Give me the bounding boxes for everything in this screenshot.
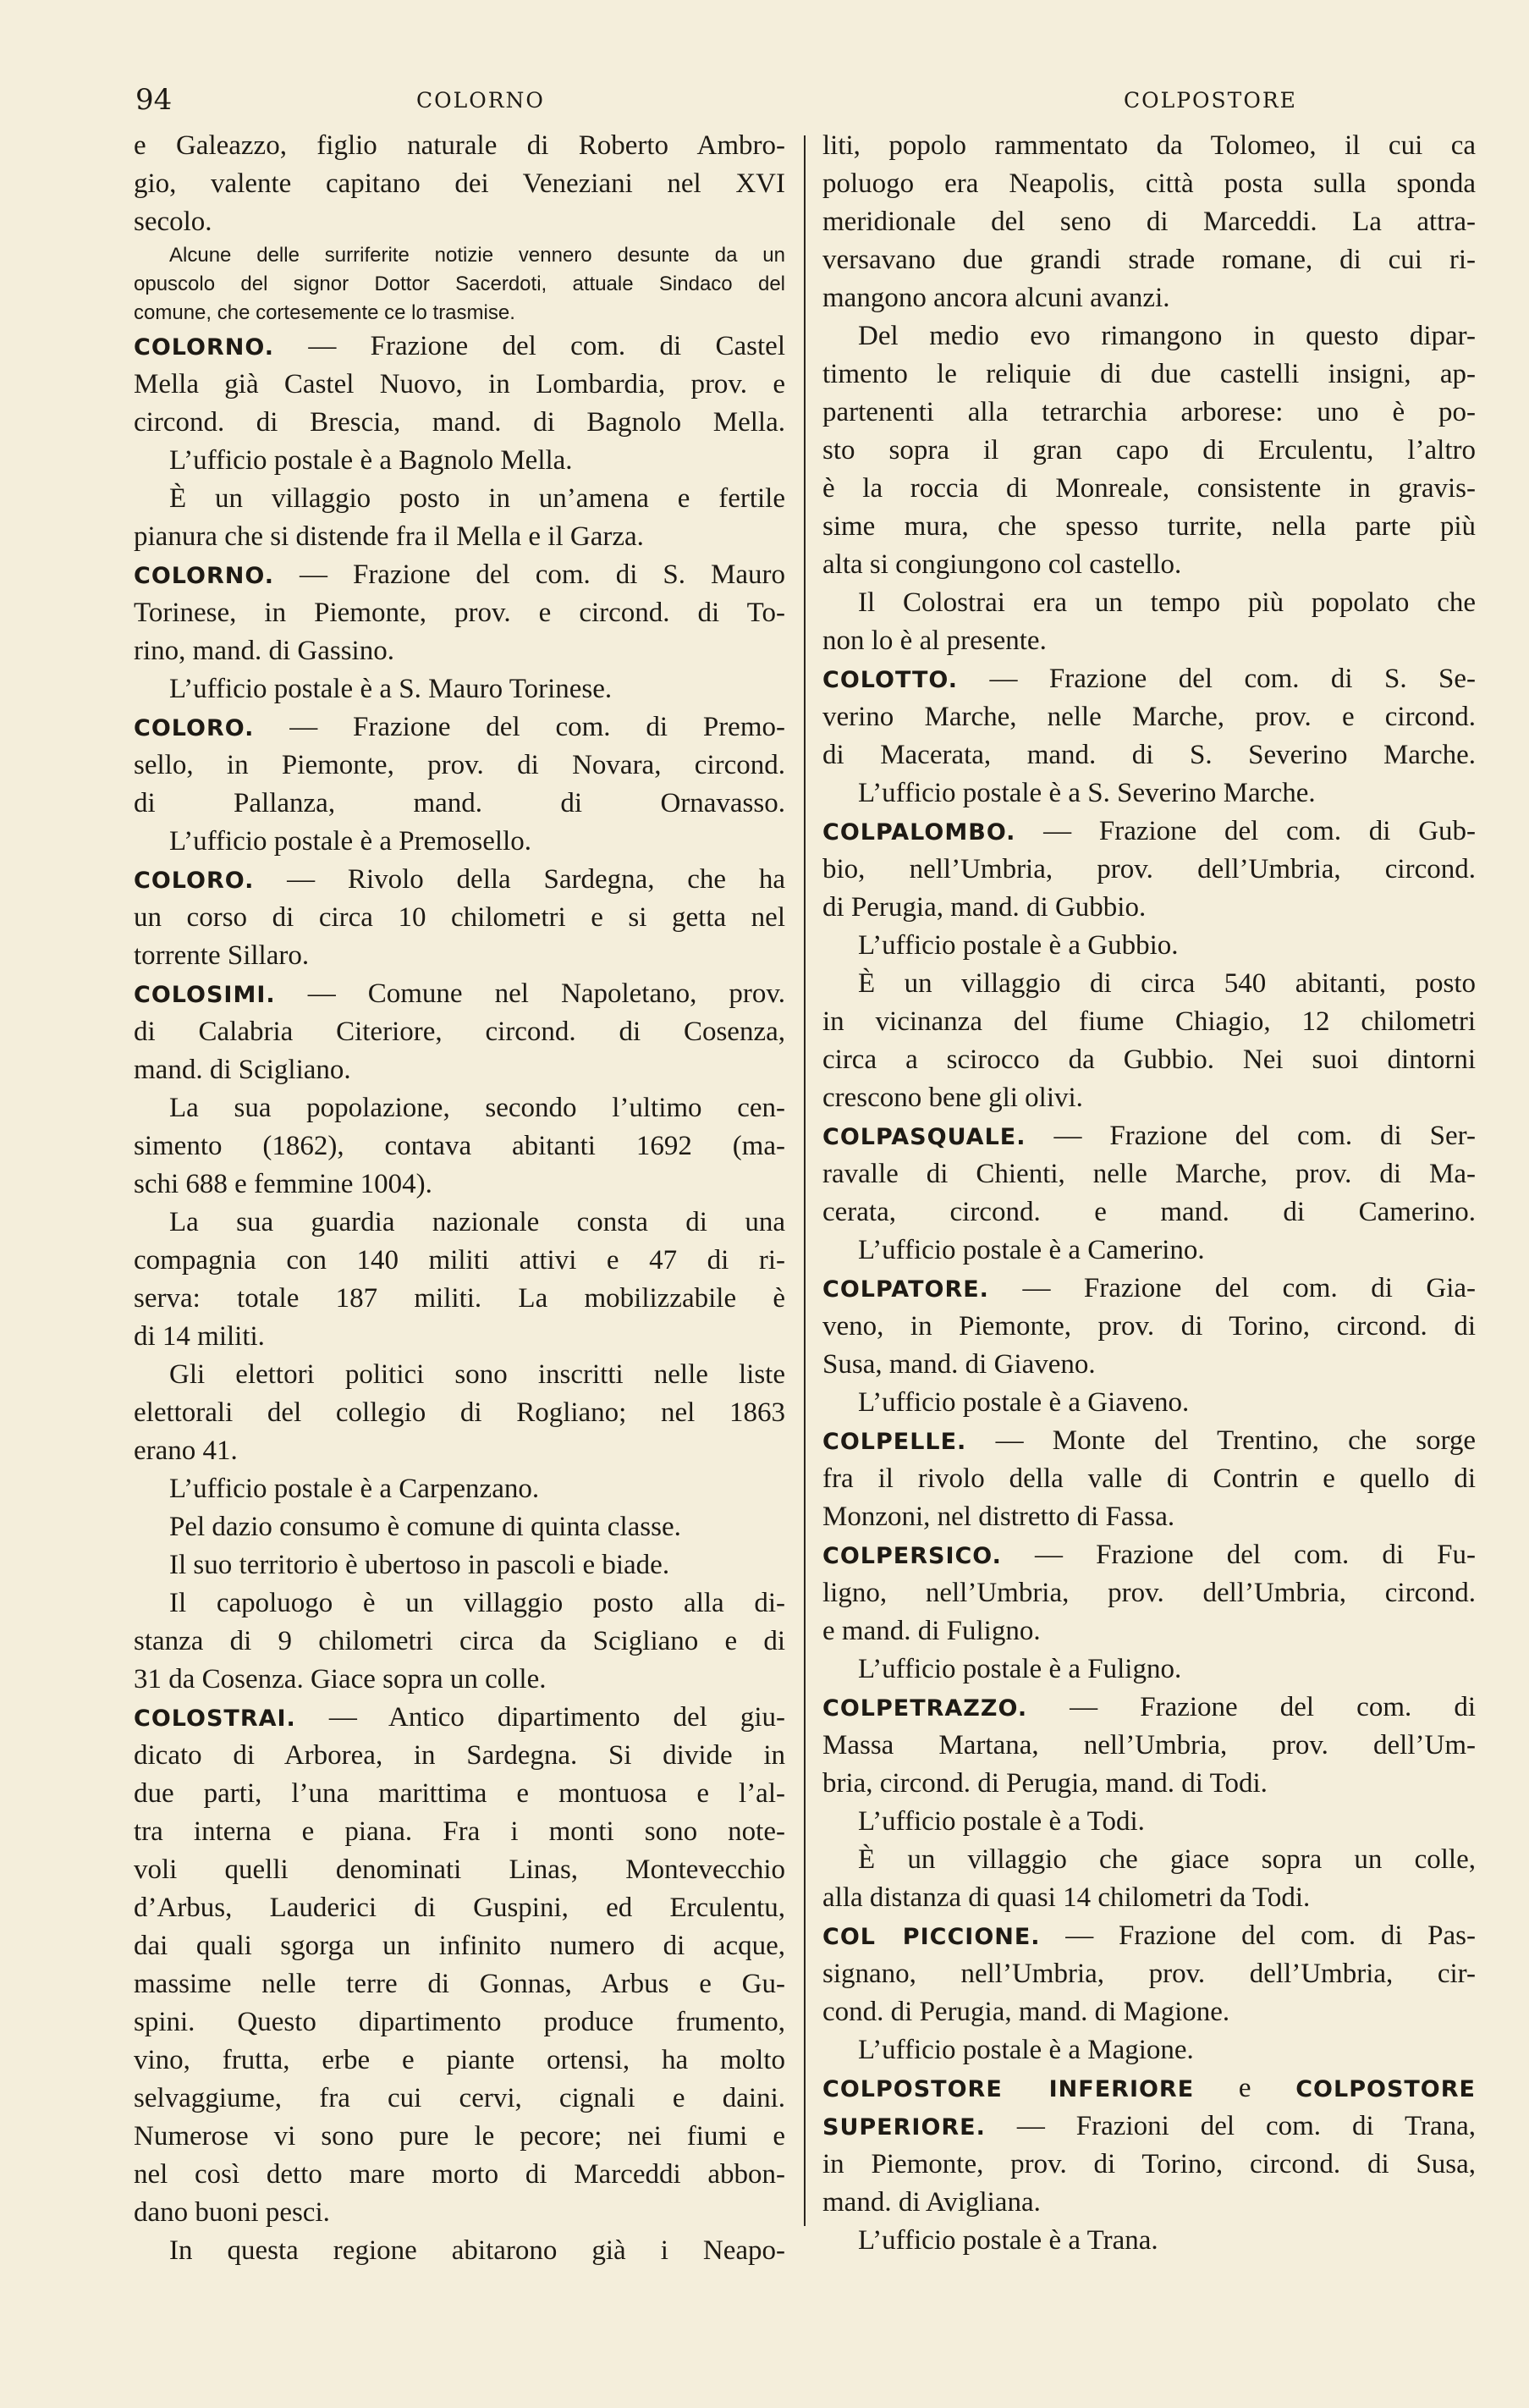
line-text: Il Colostrai era un tempo più popolato che (858, 587, 1476, 618)
text-line (134, 1584, 785, 1623)
text-line (822, 1041, 1476, 1079)
line-text: ravalle di Chienti, nelle Marche, prov. di Ma- (822, 1159, 1476, 1189)
line-text: cond. di Perugia, mand. di Magione. (822, 1997, 1230, 2027)
line-text: — Frazione del com. di Ser- (1053, 1121, 1476, 1151)
text-line (134, 1927, 785, 1965)
line-text: — Frazione del com. di S. Se- (989, 664, 1477, 694)
text-line (822, 470, 1476, 508)
line-text: — Comune nel Napoletano, prov. (307, 978, 785, 1009)
line-text: — Frazione del com. di Gia- (1022, 1273, 1476, 1303)
line-text: Mella già Castel Nuovo, in Lombardia, prov. e (134, 369, 785, 399)
line-text: Massa Martana, nell’Umbria, prov. dell’Um- (822, 1730, 1476, 1761)
line-text: serva: totale 187 militi. La mobilizzabile è (134, 1283, 785, 1314)
line-text: Numerose vi sono pure le pecore; nei fiumi e (134, 2121, 785, 2152)
line-text: L’ufficio postale è a Magione. (858, 2035, 1194, 2065)
text-line (134, 747, 785, 785)
text-line (134, 518, 785, 556)
text-line (134, 1737, 785, 1775)
line-text: Alcune delle surriferite notizie vennero desunte da un (169, 244, 785, 267)
text-line (134, 404, 785, 442)
line-text: schi 688 e femmine 1004). (134, 1169, 432, 1199)
text-line (134, 2194, 785, 2232)
entry-heading-line (822, 1536, 1476, 1574)
line-text: torrente Sillaro. (134, 940, 310, 971)
line-text: voli quelli denominati Linas, Montevecchio (134, 1854, 785, 1885)
text-line (822, 1232, 1476, 1270)
text-line (822, 432, 1476, 470)
entry-headword: COLORNO. (134, 334, 274, 361)
text-line (822, 1841, 1476, 1879)
text-line (822, 698, 1476, 736)
line-text: L’ufficio postale è a Bagnolo Mella. (169, 445, 573, 476)
text-line (822, 1650, 1476, 1689)
line-text: partenenti alla tetrarchia arborese: uno è po- (822, 397, 1476, 427)
line-text: alta si congiungono col castello. (822, 549, 1182, 580)
line-text: È un villaggio di circa 540 abitanti, posto (858, 968, 1476, 999)
entry-heading-line (134, 328, 785, 366)
text-line (822, 1079, 1476, 1117)
text-line (822, 851, 1476, 889)
entry-headword: COLPELLE. (822, 1429, 967, 1455)
line-text: È un villaggio posto in un’amena e fertile (169, 483, 785, 514)
line-text: sto sopra il gran capo di Erculentu, l’altro (822, 435, 1476, 466)
line-text: mand. di Scigliano. (134, 1055, 351, 1085)
text-line (134, 1242, 785, 1280)
text-line (822, 241, 1476, 279)
entry-heading-line (822, 1689, 1476, 1727)
line-text: massime nelle terre di Gonnas, Arbus e Gu- (134, 1969, 785, 1999)
text-line (822, 927, 1476, 965)
line-text: La sua popolazione, secondo l’ultimo cen- (169, 1093, 785, 1123)
line-text: poluogo era Neapolis, città posta sulla sponda (822, 168, 1476, 199)
text-line (822, 1346, 1476, 1384)
text-line (134, 442, 785, 480)
line-text: vino, frutta, erbe e piante ortensi, ha molto (134, 2045, 785, 2075)
text-line (134, 1013, 785, 1051)
text-line (822, 774, 1476, 813)
column-divider (804, 135, 806, 2226)
line-text: mangono ancora alcuni avanzi. (822, 283, 1170, 313)
line-text: di Macerata, mand. di S. Severino Marche. (822, 740, 1476, 770)
line-text: L’ufficio postale è a Trana. (858, 2225, 1158, 2256)
line-text: dano buoni pesci. (134, 2197, 330, 2228)
line-text: Il suo territorio è ubertoso in pascoli e biade. (169, 1550, 670, 1580)
entry-headword: COLPOSTORE INFERIORE (822, 2076, 1195, 2102)
entry-heading-line (134, 861, 785, 899)
line-text: secolo. (134, 207, 212, 237)
text-line (822, 1460, 1476, 1498)
line-text: Del medio evo rimangono in questo dipar- (858, 321, 1476, 351)
text-line (822, 317, 1476, 355)
entry-headword: COLPOSTORE (1295, 2076, 1476, 2102)
line-text: Monzoni, nel distretto di Fassa. (822, 1502, 1175, 1532)
line-text: — Frazione del com. di Gub- (1043, 816, 1477, 846)
entry-headword: COLOSTRAI. (134, 1705, 296, 1732)
line-text: — Frazioni del com. di Trana, (1016, 2111, 1477, 2141)
left-text-column (134, 127, 785, 2270)
line-text: crescono bene gli olivi. (822, 1083, 1083, 1113)
line-text: veno, in Piemonte, prov. di Torino, circond. di (822, 1311, 1476, 1342)
line-text: alla distanza di quasi 14 chilometri da Todi. (822, 1882, 1311, 1913)
page-number: 94 (135, 83, 173, 117)
text-line (134, 823, 785, 861)
text-line (822, 127, 1476, 165)
line-text: rino, mand. di Gassino. (134, 636, 394, 666)
line-text: mand. di Avigliana. (822, 2187, 1041, 2218)
footnote-line (134, 241, 785, 270)
line-text: — Frazione del com. di Castel (308, 331, 785, 361)
entry-headword: COLPALOMBO. (822, 819, 1016, 846)
line-text: signano, nell’Umbria, prov. dell’Umbria, cir- (822, 1959, 1476, 1989)
text-line (822, 2184, 1476, 2222)
text-line (134, 1965, 785, 2003)
text-line (134, 1851, 785, 1889)
line-text: dicato di Arborea, in Sardegna. Si divide in (134, 1740, 785, 1771)
text-line (822, 1384, 1476, 1422)
text-line (134, 670, 785, 708)
text-line (822, 1765, 1476, 1803)
line-text: dai quali sgorga un infinito numero di acque, (134, 1931, 785, 1961)
text-line (134, 1432, 785, 1470)
text-line (134, 1546, 785, 1584)
right-text-column (822, 127, 1476, 2260)
line-text: cerata, circond. e mand. di Camerino. (822, 1197, 1476, 1227)
line-text: L’ufficio postale è a S. Severino Marche. (858, 778, 1316, 808)
line-text: selvaggiume, fra cui cervi, cignali e daini. (134, 2083, 785, 2113)
line-text: e (1238, 2073, 1251, 2103)
line-text: e mand. di Fuligno. (822, 1616, 1041, 1646)
line-text: Gli elettori politici sono inscritti nelle liste (169, 1359, 785, 1390)
line-text: pianura che si distende fra il Mella e il Garza. (134, 521, 644, 552)
line-text: — Monte del Trentino, che sorge (995, 1425, 1476, 1456)
line-text: — Rivolo della Sardegna, che ha (287, 864, 786, 895)
line-text: — Frazione del com. di Pas- (1065, 1920, 1477, 1951)
entry-heading-line (822, 813, 1476, 851)
entry-headword: SUPERIORE. (822, 2114, 986, 2141)
line-text: bria, circond. di Perugia, mand. di Todi. (822, 1768, 1268, 1799)
line-text: circond. di Brescia, mand. di Bagnolo Mella. (134, 407, 785, 438)
line-text: di 14 militi. (134, 1321, 265, 1352)
text-line (134, 1051, 785, 1089)
text-line (134, 165, 785, 203)
line-text: due parti, l’una marittima e montuosa e l’al- (134, 1778, 785, 1809)
text-line (134, 2042, 785, 2080)
line-text: L’ufficio postale è a Carpenzano. (169, 1474, 540, 1504)
line-text: di Perugia, mand. di Gubbio. (822, 892, 1147, 923)
text-line (134, 1470, 785, 1508)
text-line (134, 2080, 785, 2118)
text-line (134, 1813, 785, 1851)
entry-heading-line (822, 1270, 1476, 1308)
text-line (134, 1356, 785, 1394)
text-line (822, 279, 1476, 317)
text-line (134, 594, 785, 632)
line-text: versavano due grandi strade romane, di cui ri- (822, 245, 1476, 275)
entry-heading-line (822, 1422, 1476, 1460)
text-line (134, 127, 785, 165)
running-header (135, 83, 1472, 125)
entry-headword: COLORNO. (134, 563, 274, 589)
entry-heading-line (134, 708, 785, 747)
text-line (822, 622, 1476, 660)
text-line (822, 1498, 1476, 1536)
text-line (134, 2156, 785, 2194)
text-line (134, 203, 785, 241)
line-text: opuscolo del signor Dottor Sacerdoti, attuale Sindaco del (134, 273, 785, 295)
text-line (134, 480, 785, 518)
text-line (822, 394, 1476, 432)
entry-headword: COLOSIMI. (134, 982, 276, 1008)
line-text: non lo è al presente. (822, 625, 1047, 656)
line-text: 31 da Cosenza. Giace sopra un colle. (134, 1664, 547, 1694)
entry-heading-line (822, 1917, 1476, 1955)
line-text: gio, valente capitano dei Veneziani nel XVI (134, 168, 785, 199)
text-line (822, 1879, 1476, 1917)
text-line (134, 1318, 785, 1356)
line-text: L’ufficio postale è a Premosello. (169, 826, 531, 857)
text-line (822, 965, 1476, 1003)
line-text: sello, in Piemonte, prov. di Novara, circond. (134, 750, 785, 780)
line-text: erano 41. (134, 1435, 238, 1466)
footnote-line (134, 270, 785, 299)
line-text: è la roccia di Monreale, consistente in gravis- (822, 473, 1476, 504)
text-line (134, 2003, 785, 2042)
entry-headword: COLOTTO. (822, 667, 959, 693)
line-text: in Piemonte, prov. di Torino, circond. di Susa, (822, 2149, 1476, 2179)
entry-headword: COL PICCIONE. (822, 1924, 1041, 1950)
entry-heading-line (822, 2069, 1476, 2108)
line-text: spini. Questo dipartimento produce frumento, (134, 2007, 785, 2037)
line-text: simento (1862), contava abitanti 1692 (ma- (134, 1131, 785, 1161)
line-text: Susa, mand. di Giaveno. (822, 1349, 1096, 1380)
entry-headword: COLPERSICO. (822, 1543, 1002, 1569)
text-line (822, 1955, 1476, 1993)
line-text: — Frazione del com. di (1070, 1692, 1476, 1722)
line-text: circa a scirocco da Gubbio. Nei suoi dintorni (822, 1044, 1476, 1075)
entry-heading-line (822, 2108, 1476, 2146)
left-running-head: COLORNO (416, 88, 545, 113)
text-line (134, 1089, 785, 1127)
text-line (822, 2222, 1476, 2260)
line-text: verino Marche, nelle Marche, prov. e circond. (822, 702, 1476, 732)
text-line (134, 937, 785, 975)
line-text: La sua guardia nazionale consta di una (169, 1207, 785, 1237)
line-text: Pel dazio consumo è comune di quinta classe. (169, 1512, 681, 1542)
text-line (822, 355, 1476, 394)
line-text: L’ufficio postale è a Gubbio. (858, 930, 1179, 961)
line-text: sime mura, che spesso turrite, nella parte più (822, 511, 1476, 542)
text-line (822, 889, 1476, 927)
line-text: timento le reliquie di due castelli insigni, ap- (822, 359, 1476, 389)
text-line (134, 1661, 785, 1699)
line-text: L’ufficio postale è a S. Mauro Torinese. (169, 674, 613, 704)
entry-headword: COLPASQUALE. (822, 1124, 1026, 1150)
line-text: Torinese, in Piemonte, prov. e circond. di To- (134, 598, 785, 628)
text-line (134, 1204, 785, 1242)
entry-heading-line (822, 1117, 1476, 1155)
text-line (134, 366, 785, 404)
text-line (822, 546, 1476, 584)
entry-heading-line (134, 1699, 785, 1737)
text-line (134, 1165, 785, 1204)
text-line (822, 203, 1476, 241)
footnote-line (134, 299, 785, 328)
line-text: L’ufficio postale è a Giaveno. (858, 1387, 1190, 1418)
right-running-head: COLPOSTORE (1124, 88, 1297, 113)
text-line (822, 1993, 1476, 2031)
line-text: — Frazione del com. di Premo- (289, 712, 785, 742)
entry-headword: COLPATORE. (822, 1276, 989, 1303)
line-text: — Antico dipartimento del giu- (328, 1702, 785, 1733)
text-line (134, 2118, 785, 2156)
line-text: In questa regione abitarono già i Neapo- (169, 2235, 785, 2266)
text-line (822, 2146, 1476, 2184)
entry-headword: COLORO. (134, 868, 255, 894)
line-text: liti, popolo rammentato da Tolomeo, il cui ca (822, 130, 1476, 161)
line-text: tra interna e piana. Fra i monti sono note- (134, 1816, 785, 1847)
line-text: bio, nell’Umbria, prov. dell’Umbria, circond. (822, 854, 1476, 884)
text-line (134, 785, 785, 823)
entry-heading-line (822, 660, 1476, 698)
line-text: L’ufficio postale è a Todi. (858, 1806, 1145, 1837)
line-text: nel così detto mare morto di Marceddi abbon- (134, 2159, 785, 2190)
line-text: comune, che cortesemente ce lo trasmise. (134, 301, 515, 324)
line-text: stanza di 9 chilometri circa da Scigliano e di (134, 1626, 785, 1656)
line-text: di Pallanza, mand. di Ornavasso. (134, 788, 785, 818)
line-text: meridionale del seno di Marceddi. La attra- (822, 207, 1476, 237)
entry-headword: COLORO. (134, 715, 255, 741)
line-text: fra il rivolo della valle di Contrin e quello di (822, 1463, 1476, 1494)
line-text: L’ufficio postale è a Camerino. (858, 1235, 1205, 1265)
line-text: di Calabria Citeriore, circond. di Cosenza, (134, 1017, 785, 1047)
text-line (134, 1623, 785, 1661)
text-line (134, 1508, 785, 1546)
line-text: e Galeazzo, figlio naturale di Roberto Ambro- (134, 130, 785, 161)
text-line (134, 899, 785, 937)
text-line (822, 2031, 1476, 2069)
line-text: ligno, nell’Umbria, prov. dell’Umbria, circond. (822, 1578, 1476, 1608)
line-text: Il capoluogo è un villaggio posto alla di- (169, 1588, 785, 1618)
text-line (822, 584, 1476, 622)
line-text: elettorali del collegio di Rogliano; nel 1863 (134, 1397, 785, 1428)
line-text: — Frazione del com. di S. Mauro (299, 559, 785, 590)
text-line (134, 632, 785, 670)
text-line (822, 508, 1476, 546)
line-text: L’ufficio postale è a Fuligno. (858, 1654, 1182, 1684)
text-line (134, 2232, 785, 2270)
line-text: compagnia con 140 militi attivi e 47 di ri- (134, 1245, 785, 1276)
line-text: — Frazione del com. di Fu- (1035, 1540, 1477, 1570)
line-text: in vicinanza del fiume Chiagio, 12 chilometri (822, 1006, 1476, 1037)
text-line (822, 1193, 1476, 1232)
entry-heading-line (134, 975, 785, 1013)
text-line (822, 165, 1476, 203)
text-line (822, 1003, 1476, 1041)
line-text: un corso di circa 10 chilometri e si getta nel (134, 902, 785, 933)
entry-heading-line (134, 556, 785, 594)
line-text: d’Arbus, Lauderici di Guspini, ed Erculentu, (134, 1893, 785, 1923)
text-line (822, 1574, 1476, 1612)
text-line (134, 1127, 785, 1165)
text-line (822, 736, 1476, 774)
text-line (134, 1280, 785, 1318)
text-line (822, 1803, 1476, 1841)
text-line (134, 1775, 785, 1813)
entry-headword: COLPETRAZZO. (822, 1695, 1028, 1722)
line-text: È un villaggio che giace sopra un colle, (858, 1844, 1476, 1875)
text-line (822, 1612, 1476, 1650)
text-line (822, 1155, 1476, 1193)
text-line (822, 1727, 1476, 1765)
text-line (134, 1394, 785, 1432)
text-line (822, 1308, 1476, 1346)
text-line (134, 1889, 785, 1927)
